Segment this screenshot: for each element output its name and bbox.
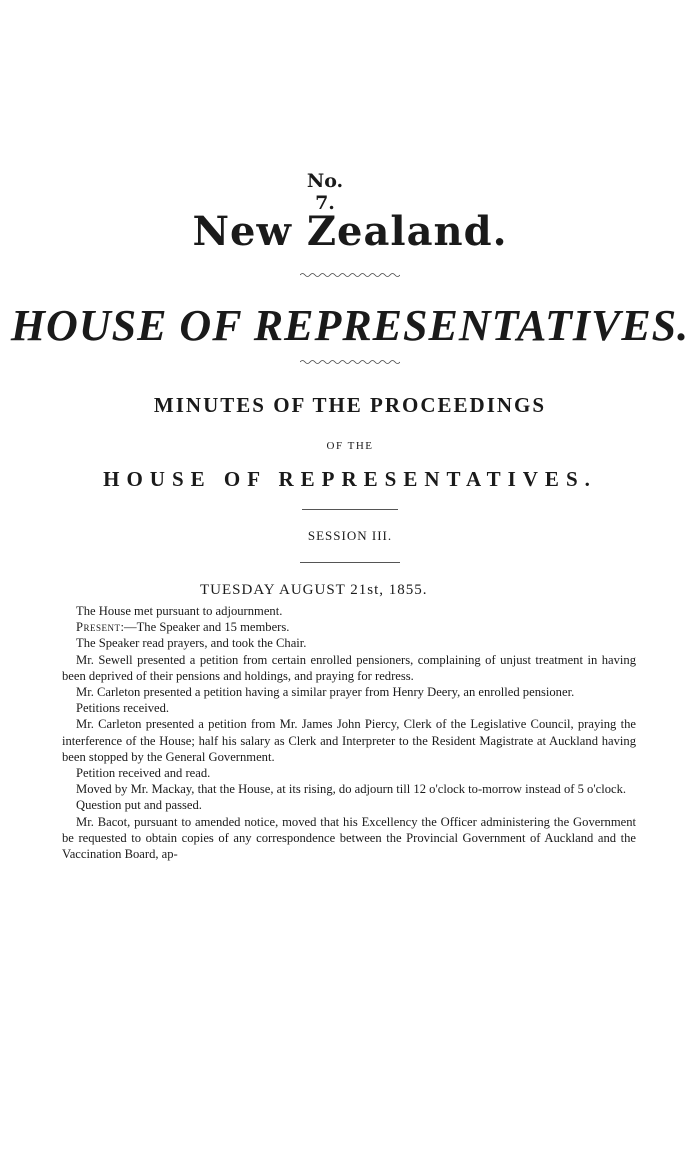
minutes-title: MINUTES OF THE PROCEEDINGS <box>153 393 547 417</box>
divider-2 <box>300 562 400 563</box>
paragraph: Mr. Carleton presented a petition having a similar prayer from Henry Deery, an enrolled pensioner. <box>76 685 575 700</box>
paragraph: Mr. Sewell presented a petition from certain enrolled pensioners, complaining of unjust treatment in having been deprived of their pensions and holdings, and praying for redress. <box>62 652 636 683</box>
paragraph: Mr. Carleton presented a petition from Mr. James John Piercy, Clerk of the Legislative Council, praying the interference of the House; half his salary as Clerk and Interpreter to the Resident Magistrate at Auckland having been stopped by the General Government. <box>62 717 636 764</box>
house-spaced-title: HOUSE OF REPRESENTATIVES. <box>103 467 597 491</box>
session-label: SESSION III. <box>307 528 393 543</box>
of-the-label: OF THE <box>326 440 374 452</box>
ornamental-rule-1 <box>300 272 400 278</box>
paragraph: Petition received and read. <box>76 766 211 781</box>
present-text: :—The Speaker and 15 members. <box>120 620 290 635</box>
paragraph: Moved by Mr. Mackay, that the House, at its rising, do adjourn till 12 o'clock to-morrow instead of 5 o'clock. <box>76 782 627 797</box>
colony-title: New Zealand. <box>192 208 508 255</box>
paragraph: The House met pursuant to adjournment. <box>76 604 283 618</box>
divider-1 <box>302 509 398 510</box>
minutes-body <box>62 603 636 862</box>
ornamental-rule-2 <box>300 359 400 365</box>
house-title: HOUSE OF REPRESENTATIVES. <box>10 301 690 350</box>
paragraph: Petitions received. <box>76 701 170 716</box>
paragraph: The Speaker read prayers, and took the Chair. <box>76 636 307 651</box>
paragraph-present <box>62 619 636 635</box>
sitting-date: TUESDAY AUGUST 21st, 1855. <box>200 582 428 598</box>
present-label: Present <box>76 620 121 635</box>
paragraph: Question put and passed. <box>76 798 202 813</box>
paragraph: Mr. Bacot, pursuant to amended notice, moved that his Excellency the Officer administering the Government be requested to obtain copies of any correspondence between the Provincial Government of Auckland and the Vaccination Board, ap- <box>62 814 636 862</box>
document-number: No. 7. <box>306 170 344 214</box>
